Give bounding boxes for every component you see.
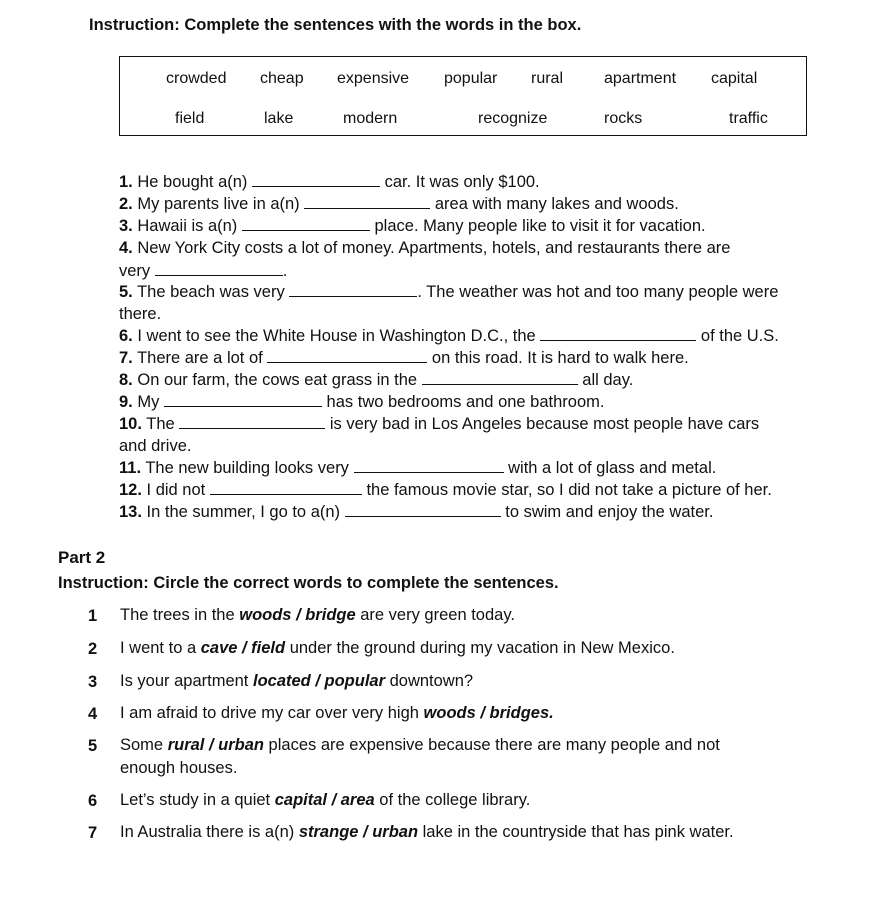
sentence-number: 11.: [119, 459, 142, 477]
sentence-number: 12.: [119, 481, 142, 499]
sentence-number: 9.: [119, 393, 133, 411]
box-word: cheap: [260, 70, 304, 87]
item-number: 6: [88, 792, 98, 810]
sentence-text: all day.: [582, 371, 634, 389]
box-word: lake: [264, 110, 294, 127]
answer-blank[interactable]: [179, 414, 325, 429]
item-number: 5: [88, 737, 98, 755]
sentence-text: the famous movie star, so I did not take a picture of her.: [366, 481, 772, 499]
sentence-number: 7.: [119, 349, 133, 367]
box-word: field: [175, 110, 205, 127]
sentence-text: In the summer, I go to a(n): [146, 503, 341, 521]
sentence-text: Hawaii is a(n): [137, 217, 238, 235]
box-word: modern: [343, 110, 398, 127]
part2-item-4: [120, 702, 554, 725]
word-choice[interactable]: capital / area: [274, 791, 375, 809]
item-text: Some: [120, 736, 168, 754]
sentence-9: [119, 392, 604, 412]
sentence-text: My: [137, 393, 160, 411]
word-choice[interactable]: rural / urban: [167, 736, 264, 754]
item-text: I am afraid to drive my car over very high: [120, 704, 424, 722]
sentence-text: My parents live in a(n): [137, 195, 300, 213]
item-number: 2: [88, 640, 98, 658]
item-number: 1: [88, 607, 98, 625]
part2-item-7: [120, 821, 734, 844]
word-choice[interactable]: woods / bridges.: [423, 704, 554, 722]
sentence-text: car. It was only $100.: [384, 173, 540, 191]
item-text: are very green today.: [355, 606, 515, 624]
sentence-number: 6.: [119, 327, 133, 345]
sentence-text: to swim and enjoy the water.: [505, 503, 714, 521]
item-text: under the ground during my vacation in New Mexico.: [285, 639, 675, 657]
item-text: of the college library.: [374, 791, 531, 809]
sentence-5: [119, 282, 778, 302]
sentence-number: 13.: [119, 503, 142, 521]
word-choice[interactable]: cave / field: [200, 639, 286, 657]
sentence-10: [119, 414, 759, 434]
word-choice[interactable]: located / popular: [252, 672, 386, 690]
part2-instruction: Instruction: Circle the correct words to complete the sentences.: [58, 574, 559, 592]
sentence-11: [119, 458, 716, 478]
part2-item-3: [120, 670, 473, 693]
sentence-text: He bought a(n): [137, 173, 248, 191]
item-number: 7: [88, 824, 98, 842]
answer-blank[interactable]: [422, 370, 578, 385]
sentence-text: The: [146, 415, 175, 433]
sentence-number: 3.: [119, 217, 133, 235]
sentence-10-cont: [119, 436, 191, 456]
sentence-text: I went to see the White House in Washington D.C., the: [137, 327, 536, 345]
answer-blank[interactable]: [267, 348, 427, 363]
box-word: crowded: [166, 70, 227, 87]
word-box: [119, 56, 807, 136]
sentence-4-cont: [119, 261, 287, 281]
sentence-3: [119, 216, 706, 236]
item-number: 4: [88, 705, 98, 723]
part2-item-5: [120, 734, 720, 757]
sentence-text: On our farm, the cows eat grass in the: [137, 371, 418, 389]
box-word: apartment: [604, 70, 677, 87]
sentence-text: with a lot of glass and metal.: [508, 459, 717, 477]
word-choice[interactable]: woods / bridge: [239, 606, 356, 624]
item-text: places are expensive because there are many people and not: [263, 736, 720, 754]
box-word: rocks: [604, 110, 643, 127]
word-choice[interactable]: strange / urban: [298, 823, 419, 841]
answer-blank[interactable]: [540, 326, 696, 341]
item-text: Let’s study in a quiet: [120, 791, 275, 809]
sentence-text: there.: [119, 305, 162, 323]
item-text: lake in the countryside that has pink water.: [418, 823, 734, 841]
sentence-text: has two bedrooms and one bathroom.: [326, 393, 605, 411]
sentence-text: is very bad in Los Angeles because most people have cars: [329, 415, 760, 433]
box-word: expensive: [337, 70, 410, 87]
sentence-6: [119, 326, 779, 346]
sentence-8: [119, 370, 633, 390]
part2-item-2: [120, 637, 675, 660]
answer-blank[interactable]: [252, 172, 380, 187]
sentence-text: . The weather was hot and too many people were: [417, 283, 779, 301]
box-word: recognize: [478, 110, 548, 127]
sentence-7: [119, 348, 689, 368]
sentence-text: place. Many people like to visit it for vacation.: [374, 217, 706, 235]
sentence-1: [119, 172, 540, 192]
item-text: enough houses.: [120, 759, 238, 777]
sentence-5-cont: [119, 304, 161, 324]
sentence-text: New York City costs a lot of money. Apartments, hotels, and restaurants there are: [137, 239, 731, 257]
answer-blank[interactable]: [304, 194, 430, 209]
sentence-text: and drive.: [119, 437, 192, 455]
item-number: 3: [88, 673, 98, 691]
item-text: The trees in the: [120, 606, 240, 624]
sentence-text: on this road. It is hard to walk here.: [431, 349, 689, 367]
item-text: I went to a: [120, 639, 201, 657]
answer-blank[interactable]: [164, 392, 322, 407]
item-text: Is your apartment: [120, 672, 253, 690]
answer-blank[interactable]: [354, 458, 504, 473]
answer-blank[interactable]: [242, 216, 370, 231]
box-word: rural: [531, 70, 564, 87]
sentence-13: [119, 502, 713, 522]
sentence-text: I did not: [146, 481, 206, 499]
sentence-text: of the U.S.: [700, 327, 779, 345]
answer-blank[interactable]: [345, 502, 501, 517]
answer-blank[interactable]: [155, 261, 283, 276]
answer-blank[interactable]: [210, 480, 362, 495]
sentence-number: 1.: [119, 173, 133, 191]
box-word: capital: [711, 70, 758, 87]
sentence-2: [119, 194, 679, 214]
part2-item-5-cont: [120, 757, 237, 780]
part1-instruction: Instruction: Complete the sentences with the words in the box.: [89, 16, 582, 34]
sentence-number: 4.: [119, 239, 133, 257]
sentence-number: 5.: [119, 283, 133, 301]
box-word: traffic: [729, 110, 768, 127]
sentence-text: The new building looks very: [145, 459, 349, 477]
part2-title: Part 2: [58, 548, 106, 567]
sentence-text: area with many lakes and woods.: [434, 195, 679, 213]
part2-item-6: [120, 789, 530, 812]
sentence-number: 8.: [119, 371, 133, 389]
sentence-text: The beach was very: [137, 283, 285, 301]
sentence-number: 2.: [119, 195, 133, 213]
sentence-4: [119, 238, 730, 258]
box-word: popular: [444, 70, 498, 87]
item-text: In Australia there is a(n): [120, 823, 299, 841]
item-text: downtown?: [385, 672, 474, 690]
sentence-12: [119, 480, 772, 500]
answer-blank[interactable]: [289, 282, 417, 297]
part2-item-1: [120, 604, 515, 627]
sentence-text: There are a lot of: [137, 349, 263, 367]
sentence-text: .: [282, 262, 288, 280]
sentence-number: 10.: [119, 415, 142, 433]
sentence-text: very: [119, 262, 151, 280]
